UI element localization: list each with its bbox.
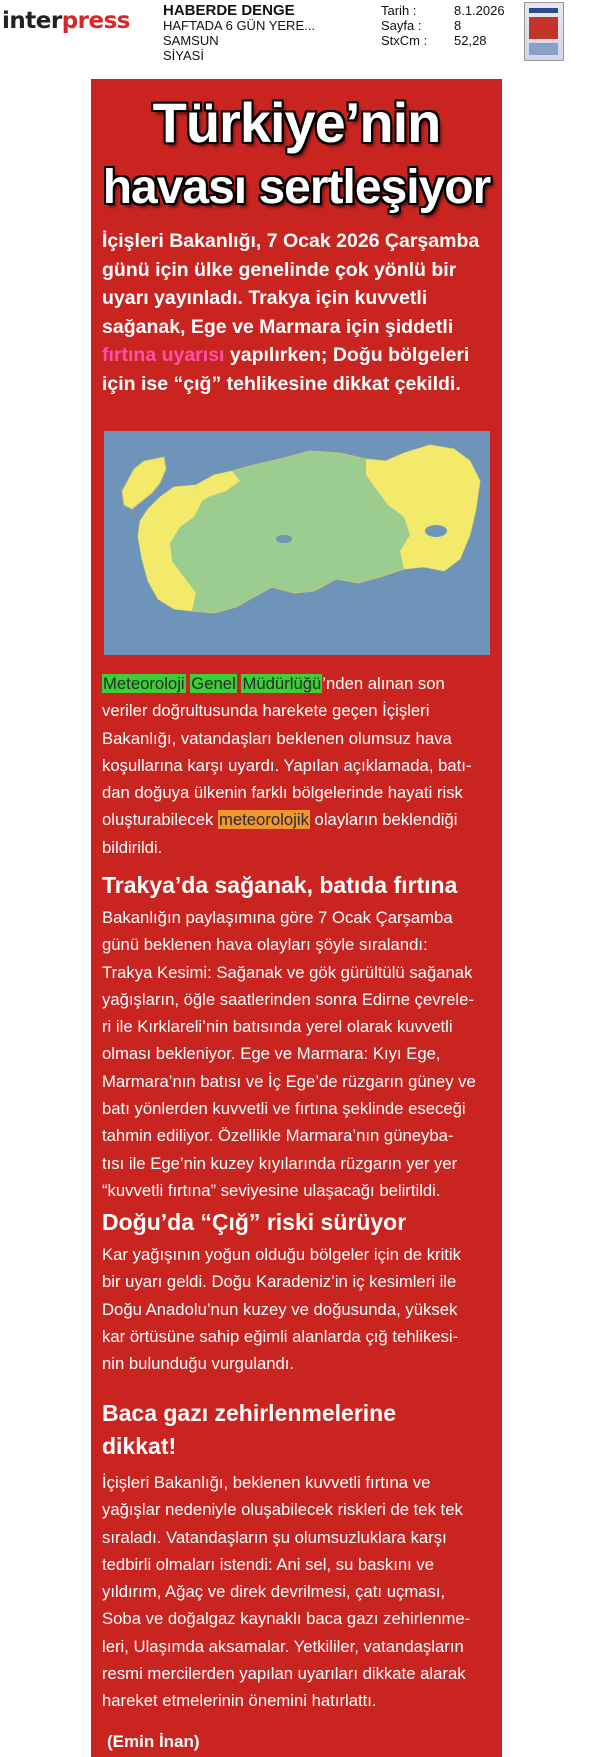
publication-info	[163, 3, 315, 63]
date-value: 8.1.2026	[454, 3, 505, 18]
paragraph-line: bir uyarı geldi. Doğu Karadeniz’in iç kesimleri ile	[102, 1272, 457, 1292]
clipping-meta	[381, 3, 505, 48]
paragraph-line: Soba ve doğalgaz kaynaklı baca gazı zehirlenme-	[102, 1609, 471, 1629]
paragraph-1	[102, 670, 500, 861]
author-byline: (Emin İnan)	[107, 1732, 200, 1751]
lead-line: sağanak, Ege ve Marmara için şiddetli	[102, 315, 454, 338]
paragraph-line: Bakanlığı, vatandaşları beklenen olumsuz hava	[102, 728, 452, 748]
paragraph-line: tedbirli olmaları istendi: Ani sel, su baskını ve	[102, 1554, 435, 1574]
publication-city: SAMSUN	[163, 33, 219, 48]
paragraph-line: Kar yağışının yoğun olduğu bölgeler için de kritik	[102, 1245, 461, 1264]
logo-text-main: inter	[2, 8, 62, 34]
lead-line: uyarı yayınladı. Trakya için kuvvetli	[102, 287, 428, 309]
stxcm-value: 52,28	[454, 33, 487, 48]
subheading-baca-gazi-2: dikkat!	[102, 1433, 177, 1459]
paragraph-line: dan doğuya ülkenin farklı bölgelerinde hayati risk	[102, 783, 463, 803]
lead-line: günü için ülke genelinde çok yönlü bir	[102, 258, 457, 281]
headline-line-1: Türkiye’nin	[152, 91, 441, 154]
paragraph-line: batı yönlerden kuvvetli ve fırtına şeklinde eseceği	[102, 1099, 466, 1119]
lead-line-rest: yapılırken; Doğu bölgeleri	[224, 344, 470, 366]
thumbnail-footer	[529, 43, 558, 55]
publication-name: HABERDE DENGE	[163, 2, 295, 19]
stxcm-label: StxCm :	[381, 33, 428, 48]
interpress-logo	[2, 8, 130, 34]
page-thumbnail[interactable]	[524, 2, 564, 61]
paragraph-line: yağışlar nedeniyle oluşabilecek riskleri de tek tek	[102, 1500, 463, 1520]
paragraph-line	[102, 806, 500, 833]
paragraph-line: yıldırım, Ağaç ve direk devrilmesi, çatı uçması,	[102, 1582, 446, 1602]
paragraph-line: “kuvvetli fırtına” seviyesine ulaşacağı belirtildi.	[102, 1180, 441, 1200]
turkey-map-graphic	[104, 431, 490, 655]
turkey-warning-map	[104, 431, 490, 655]
paragraph-line: resmi mercilerden yapılan uyarıları dikkate alarak	[102, 1664, 466, 1684]
logo-text-accent: press	[61, 8, 130, 34]
paragraph-line: tısı ile Ege’nin kuzey kıyılarında rüzgarın yer yer	[102, 1153, 458, 1173]
paragraph-line: ri ile Kırklareli’nin batısında yerel olarak kuvvetli	[102, 1017, 453, 1037]
highlight-word: Genel	[191, 674, 236, 693]
paragraph-line: günü beklenen hava olayları şöyle sıralandı:	[102, 935, 428, 955]
paragraph-line: İçişleri Bakanlığı, beklenen kuvvetli fırtına ve	[102, 1473, 431, 1492]
publication-category: SİYASİ	[163, 48, 204, 63]
date-label: Tarih :	[381, 3, 417, 18]
paragraph-line: Doğu Anadolu’nun kuzey ve doğusunda, yüksek	[102, 1299, 458, 1319]
headline-line-2: havası sertleşiyor	[102, 161, 491, 214]
paragraph-line: tahmin ediliyor. Özellikle Marmara’nın güneyba-	[102, 1126, 454, 1146]
paragraph-line-part: oluşturabilecek	[102, 810, 218, 830]
paragraph-line: bildirildi.	[102, 837, 163, 857]
highlight-word: Müdürlüğü	[242, 674, 322, 693]
highlight-word: meteorolojik	[218, 810, 309, 830]
lead-line: İçişleri Bakanlığı, 7 Ocak 2026 Çarşamba	[102, 230, 480, 252]
lead-paragraph	[102, 227, 498, 398]
paragraph-line: olması bekleniyor. Ege ve Marmara: Kıyı Ege,	[102, 1044, 441, 1064]
subheading-baca-gazi-1: Baca gazı zehirlenmelerine	[102, 1400, 397, 1426]
paragraph-line: kar örtüsüne sahip eğimli alanlarda çığ tehlikesi-	[102, 1326, 459, 1346]
highlight-word: Meteoroloji	[103, 674, 185, 693]
paragraph-line: yağışların, öğle saatlerinden sonra Edirne çevrele-	[102, 989, 474, 1009]
page-label: Sayfa :	[381, 18, 422, 33]
subheading-dogu: Doğu’da “Çığ” riski sürüyor	[102, 1209, 407, 1235]
paragraph-line	[102, 670, 500, 697]
paragraph-line: Bakanlığın paylaşımına göre 7 Ocak Çarşamba	[102, 908, 453, 927]
paragraph-line: sıraladı. Vatandaşların şu olumsuzluklara karşı	[102, 1527, 447, 1547]
paragraph-2	[102, 904, 500, 1204]
paragraph-line: koşullarına karşı uyardı. Yapılan açıklamada, batı-	[102, 755, 472, 775]
paragraph-line: veriler doğrultusunda harekete geçen İçişleri	[102, 701, 430, 721]
lead-line	[102, 341, 498, 370]
paragraph-4	[102, 1469, 500, 1715]
highlight-storm-warning: fırtına uyarısı	[102, 344, 225, 366]
paragraph-line-rest: ’nden alınan son	[322, 674, 445, 693]
thumbnail-masthead	[529, 8, 558, 13]
paragraph-3	[102, 1241, 500, 1377]
lead-line: için ise “çığ” tehlikesine dikkat çekildi.	[102, 372, 461, 395]
paragraph-line: nin bulunduğu vurgulandı.	[102, 1354, 295, 1374]
paragraph-line: leri, Ulaşımda aksamalar. Yetkililer, vatandaşların	[102, 1636, 464, 1656]
thumbnail-article	[529, 17, 558, 39]
subheading-trakya: Trakya’da sağanak, batıda fırtına	[102, 872, 458, 898]
paragraph-line: hareket etmelerinin önemini hatırlattı.	[102, 1691, 377, 1711]
paragraph-line-part: olayların beklendiği	[309, 810, 458, 830]
paragraph-line: Trakya Kesimi: Sağanak ve gök gürültülü sağanak	[102, 962, 473, 982]
paragraph-line: Marmara’nın batısı ve İç Ege’de rüzgarın güney ve	[102, 1071, 476, 1091]
page-value: 8	[454, 18, 462, 33]
publication-frequency: HAFTADA 6 GÜN YERE...	[163, 18, 315, 33]
article-clipping	[91, 79, 502, 1757]
